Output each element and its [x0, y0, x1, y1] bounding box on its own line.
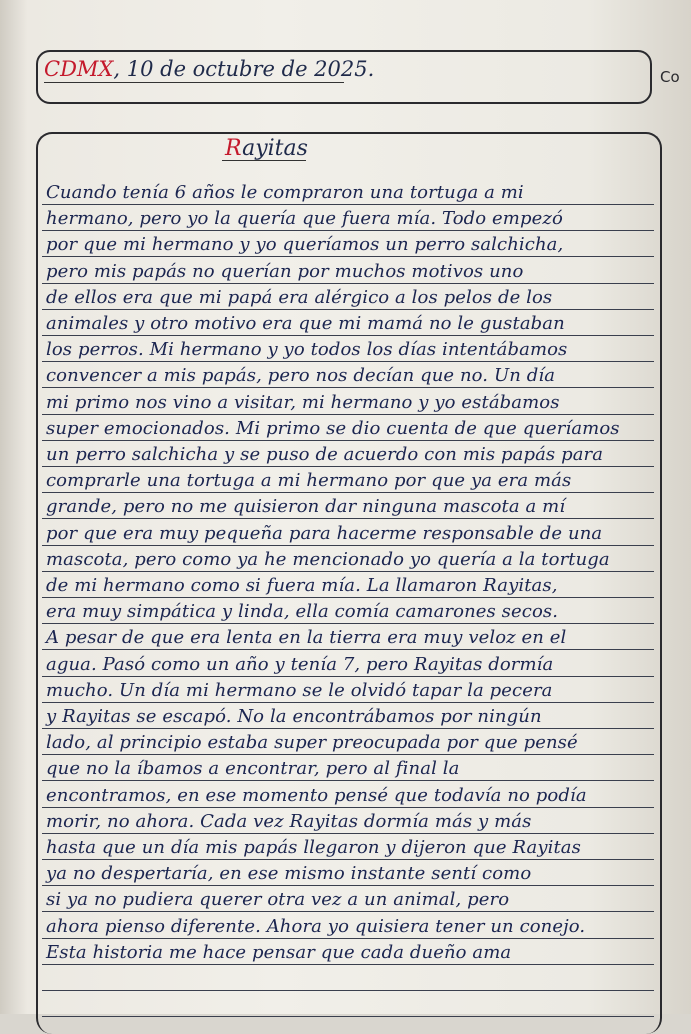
text-line: convencer a mis papás, pero nos decían que no. Un día — [46, 365, 556, 387]
text-line: por que era muy pequeña para hacerme responsable de una — [46, 522, 603, 544]
ruled-line — [42, 885, 654, 886]
text-line: morir, no ahora. Cada vez Rayitas dormía más y más — [46, 810, 532, 832]
story-title — [225, 136, 308, 161]
date-heading — [44, 57, 374, 81]
text-line: super emocionados. Mi primo se dio cuenta de que queríamos — [46, 417, 620, 439]
ruled-line — [42, 361, 654, 362]
text-line: y Rayitas se escapó. No la encontrábamos por ningún — [46, 706, 542, 727]
text-line: era muy simpática y linda, ella comía camarones secos. — [46, 601, 559, 623]
date-accent: DMX — [60, 57, 114, 81]
ruled-line — [42, 833, 654, 834]
text-line: grande, pero no me quisieron dar ninguna mascota a mí — [46, 496, 566, 518]
ruled-line — [42, 780, 654, 781]
text-line: encontramos, en ese momento pensé que todavía no podía — [46, 784, 587, 806]
ruled-line — [42, 414, 654, 415]
text-line: un perro salchicha y se puso de acuerdo con mis papás para — [46, 444, 604, 465]
text-line: que no la íbamos a encontrar, pero al final la — [46, 758, 460, 780]
text-line: animales y otro motivo era que mi mamá no le gustaban — [46, 313, 565, 334]
ruled-line — [42, 387, 654, 388]
text-line: de mi hermano como si fuera mía. La llamaron Rayitas, — [46, 575, 558, 596]
ruled-line — [42, 1016, 654, 1017]
ruled-line — [42, 518, 654, 519]
text-line: mucho. Un día mi hermano se le olvidó tapar la pecera — [46, 679, 553, 701]
title-rest: ayitas — [242, 136, 308, 161]
ruled-line — [42, 466, 654, 467]
ruled-line — [42, 597, 654, 598]
ruled-line — [42, 283, 654, 284]
ruled-line — [42, 911, 654, 912]
text-line: comprarle una tortuga a mi hermano por que ya era más — [46, 470, 572, 492]
ruled-line — [42, 204, 654, 205]
ruled-line — [42, 256, 654, 257]
text-line: mi primo nos vino a visitar, mi hermano y yo estábamos — [46, 391, 560, 413]
ruled-line — [42, 649, 654, 650]
text-line: ahora pienso diferente. Ahora yo quisiera tener un conejo. — [46, 915, 586, 937]
corner-logo-text: Co — [660, 68, 680, 86]
title-initial: R — [225, 136, 243, 161]
text-line: hermano, pero yo la quería que fuera mía. Todo empezó — [46, 208, 563, 230]
text-line: Cuando tenía 6 años le compraron una tortuga a mi — [46, 182, 524, 203]
ruled-line — [42, 545, 654, 546]
title-underline — [222, 160, 306, 161]
ruled-line — [42, 440, 654, 441]
corner-logo — [660, 68, 691, 116]
ruled-line — [42, 571, 654, 572]
date-underline — [44, 82, 344, 83]
ruled-line — [42, 807, 654, 808]
text-line: ya no despertaría, en ese mismo instante sentí como — [46, 863, 532, 885]
date-initial: C — [44, 57, 61, 81]
text-line: pero mis papás no querían por muchos motivos uno — [46, 260, 524, 282]
ruled-line — [42, 335, 654, 336]
date-text: , 10 de octubre de 2025. — [113, 57, 375, 81]
text-line: A pesar de que era lenta en la tierra era muy veloz en el — [46, 627, 567, 649]
text-line: lado, al principio estaba super preocupada por que pensé — [46, 732, 578, 754]
ruled-line — [42, 990, 654, 991]
ruled-line — [42, 492, 654, 493]
ruled-line — [42, 754, 654, 755]
text-line: si ya no pudiera querer otra vez a un animal, pero — [46, 889, 510, 911]
ruled-line — [42, 964, 654, 965]
text-line: de ellos era que mi papá era alérgico a los pelos de los — [46, 286, 553, 308]
text-line: hasta que un día mis papás llegaron y dijeron que Rayitas — [46, 837, 581, 858]
ruled-line — [42, 702, 654, 703]
text-line: Esta historia me hace pensar que cada dueño ama — [46, 941, 512, 963]
text-line: por que mi hermano y yo queríamos un perro salchicha, — [46, 234, 564, 256]
ruled-line — [42, 676, 654, 677]
ruled-line — [42, 623, 654, 624]
text-line: mascota, pero como ya he mencionado yo quería a la tortuga — [46, 548, 610, 570]
ruled-line — [42, 728, 654, 729]
ruled-line — [42, 309, 654, 310]
text-line: los perros. Mi hermano y yo todos los días intentábamos — [46, 339, 568, 361]
ruled-line — [42, 230, 654, 231]
text-line: agua. Pasó como un año y tenía 7, pero Rayitas dormía — [46, 653, 554, 675]
ruled-line — [42, 859, 654, 860]
ruled-line — [42, 938, 654, 939]
